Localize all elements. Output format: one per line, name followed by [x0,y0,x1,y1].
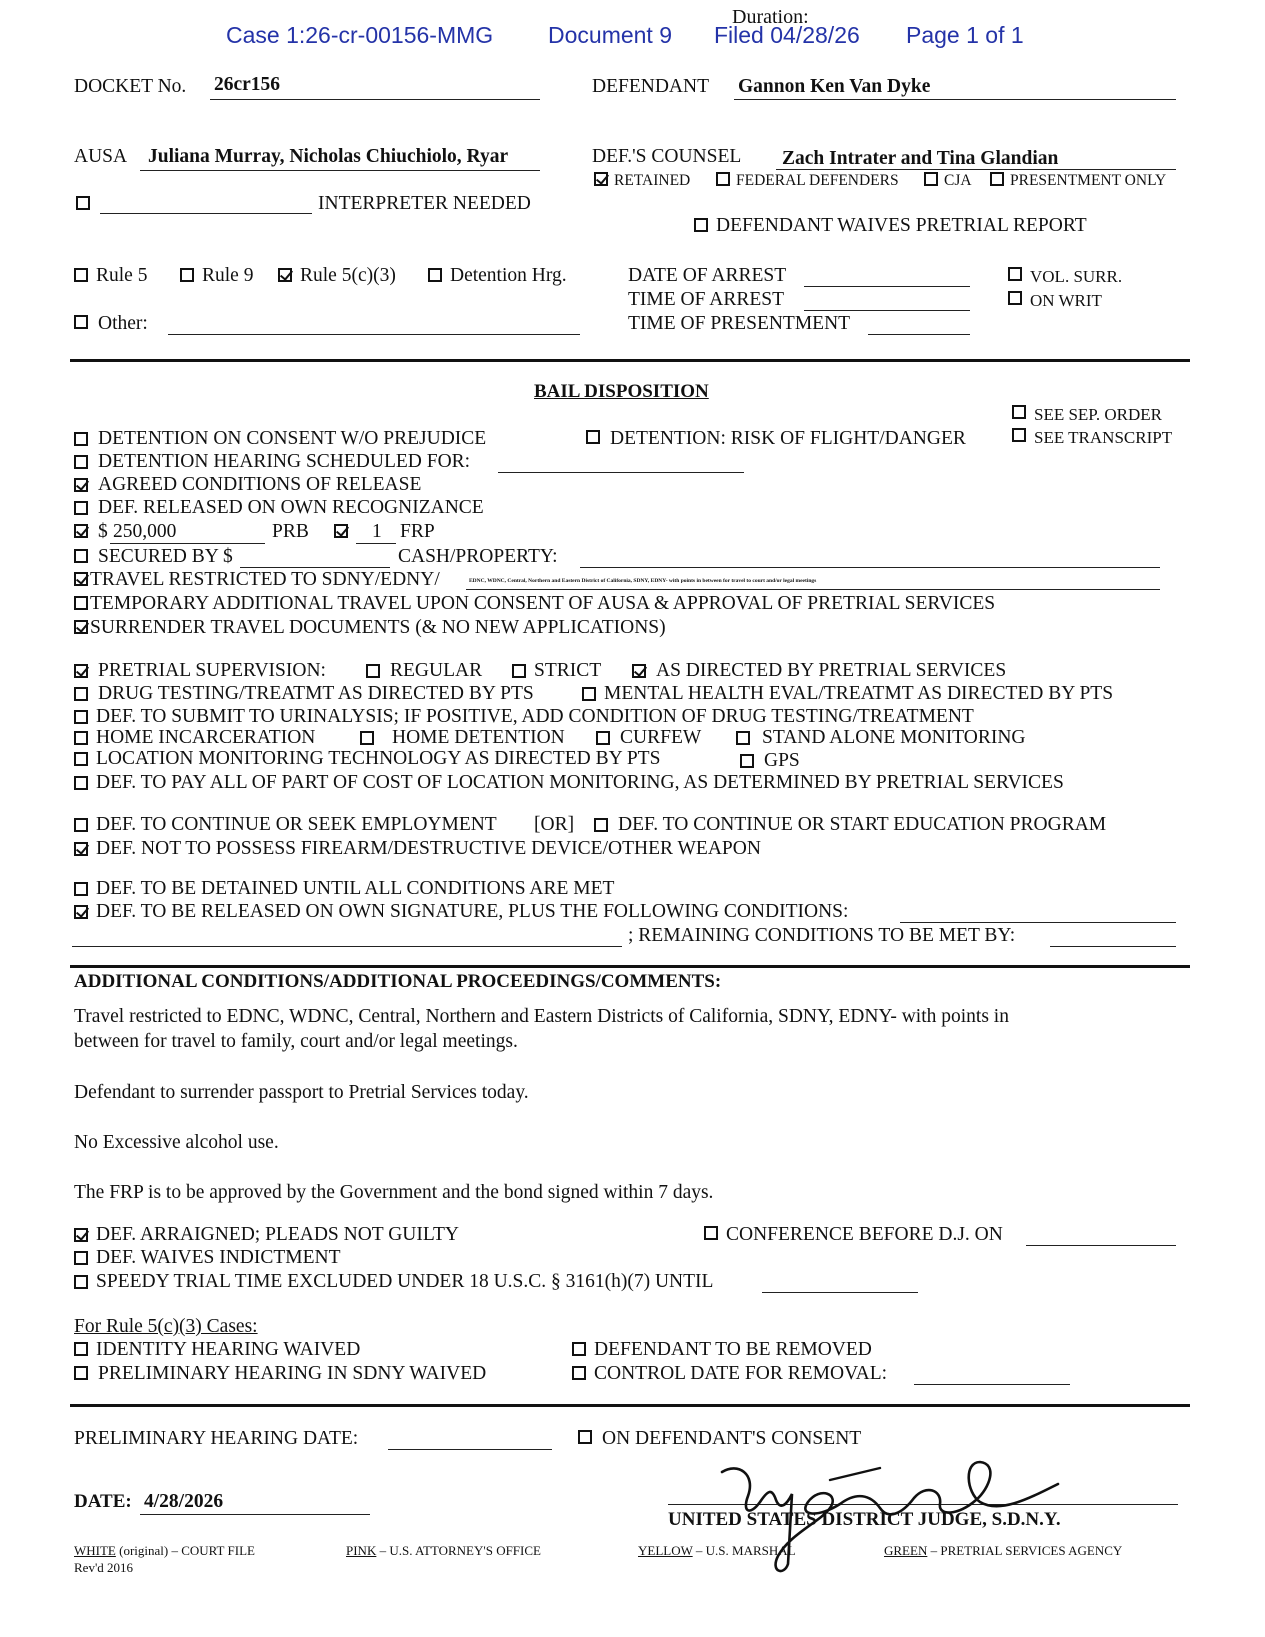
rule5c3-checkbox[interactable] [278,268,292,282]
revision-note: Rev'd 2016 [74,1560,134,1575]
document-number: Document 9 [548,22,673,48]
rule5-checkbox[interactable] [74,268,88,282]
docket-label: DOCKET No. [74,76,187,97]
conference-checkbox[interactable] [704,1226,718,1240]
urinalysis-checkbox[interactable] [74,710,88,724]
speedy-trial-label: SPEEDY TRIAL TIME EXCLUDED UNDER 18 U.S.C. § 3161(h)(7) UNTIL [96,1271,714,1292]
detention-hrg-checkbox[interactable] [428,268,442,282]
detention-risk-checkbox[interactable] [586,430,600,444]
copy-white: WHITE (original) – COURT FILE [74,1543,255,1558]
remaining-conditions-label: ; REMAINING CONDITIONS TO BE MET BY: [628,925,1016,946]
judge-title: UNITED STATES DISTRICT JUDGE, S.D.N.Y. [668,1509,1061,1530]
pretrial-supervision-checkbox[interactable] [74,664,88,678]
rule5c3-cases-title: For Rule 5(c)(3) Cases: [74,1316,258,1337]
defendant-value: Gannon Ken Van Dyke [738,76,931,97]
presentment-only-checkbox[interactable] [990,172,1004,186]
case-number: Case 1:26-cr-00156-MMG [226,22,494,48]
retained-checkbox[interactable] [594,172,608,186]
released-own-signature-checkbox[interactable] [74,905,88,919]
preliminary-waived-checkbox[interactable] [74,1366,88,1380]
prelim-date-label: PRELIMINARY HEARING DATE: [74,1428,359,1449]
waives-pretrial-checkbox[interactable] [694,218,708,232]
mental-health-label: MENTAL HEALTH EVAL/TREATMT AS DIRECTED BY PTS [604,683,1114,704]
home-detention-label: HOME DETENTION [392,727,565,748]
secured-by-checkbox[interactable] [74,549,88,563]
detention-hearing-label: DETENTION HEARING SCHEDULED FOR: [98,451,471,472]
see-transcript-label: SEE TRANSCRIPT [1034,428,1173,447]
gps-label: GPS [764,750,800,771]
interpreter-checkbox[interactable] [76,196,90,210]
control-date-checkbox[interactable] [572,1366,586,1380]
pretrial-supervision-label: PRETRIAL SUPERVISION: [98,660,326,681]
judge-signature [680,1444,1100,1584]
employment-checkbox[interactable] [74,818,88,832]
on-writ-checkbox[interactable] [1008,291,1022,305]
to-be-removed-checkbox[interactable] [572,1342,586,1356]
drug-testing-checkbox[interactable] [74,687,88,701]
ausa-value: Juliana Murray, Nicholas Chiuchiolo, Ryar [148,146,509,167]
home-incarceration-checkbox[interactable] [74,731,88,745]
presentment-only-label: PRESENTMENT ONLY [1010,172,1167,189]
firearm-label: DEF. NOT TO POSSESS FIREARM/DESTRUCTIVE DEVICE/OTHER WEAPON [96,838,761,859]
firearm-checkbox[interactable] [74,842,88,856]
comment-alcohol: No Excessive alcohol use. [74,1132,279,1153]
bail-disposition-title: BAIL DISPOSITION [534,381,709,402]
frp-checkbox[interactable] [334,524,348,538]
on-consent-label: ON DEFENDANT'S CONSENT [602,1428,862,1449]
urinalysis-label: DEF. TO SUBMIT TO URINALYSIS; IF POSITIVE, ADD CONDITION OF DRUG TESTING/TREATMENT [96,706,974,727]
comment-passport: Defendant to surrender passport to Pretrial Services today. [74,1082,529,1103]
frp-label: FRP [400,521,435,542]
date-of-arrest-label: DATE OF ARREST [628,265,787,286]
arraigned-label: DEF. ARRAIGNED; PLEADS NOT GUILTY [96,1224,459,1245]
comment-travel-line2: between for travel to family, court and/or legal meetings. [74,1031,518,1052]
duration-label: Duration: [732,6,809,28]
detained-until-label: DEF. TO BE DETAINED UNTIL ALL CONDITIONS ARE MET [96,878,615,899]
on-consent-checkbox[interactable] [578,1430,592,1444]
to-be-removed-label: DEFENDANT TO BE REMOVED [594,1339,872,1360]
own-recognizance-label: DEF. RELEASED ON OWN RECOGNIZANCE [98,497,484,518]
pay-cost-label: DEF. TO PAY ALL OF PART OF COST OF LOCATION MONITORING, AS DETERMINED BY PRETRIAL SERVICES [96,772,1064,793]
other-checkbox[interactable] [74,315,88,329]
see-transcript-checkbox[interactable] [1012,428,1026,442]
federal-defenders-checkbox[interactable] [716,172,730,186]
preliminary-waived-label: PRELIMINARY HEARING IN SDNY WAIVED [98,1363,487,1384]
surrender-docs-label: SURRENDER TRAVEL DOCUMENTS (& NO NEW APPLICATIONS) [90,617,666,638]
page-indicator: Page 1 of 1 [906,22,1024,48]
regular-checkbox[interactable] [366,664,380,678]
dollar-sign: $ [98,521,108,542]
frp-count: 1 [372,521,382,542]
bond-amount-value: 250,000 [113,521,177,542]
on-writ-label: ON WRIT [1030,291,1102,310]
vol-surr-label: VOL. SURR. [1030,267,1123,286]
additional-conditions-title: ADDITIONAL CONDITIONS/ADDITIONAL PROCEEDINGS/COMMENTS: [74,971,722,992]
detention-risk-label: DETENTION: RISK OF FLIGHT/DANGER [610,428,966,449]
or-label: [OR] [534,814,575,835]
rule9-label: Rule 9 [202,265,254,286]
travel-restricted-checkbox[interactable] [74,572,88,586]
conference-label: CONFERENCE BEFORE D.J. ON [726,1224,1003,1245]
speedy-trial-checkbox[interactable] [74,1275,88,1289]
copy-green: GREEN – PRETRIAL SERVICES AGENCY [884,1543,1123,1558]
rule5-label: Rule 5 [96,265,148,286]
date-label: DATE: [74,1491,132,1512]
gps-checkbox[interactable] [740,754,754,768]
vol-surr-checkbox[interactable] [1008,267,1022,281]
other-label: Other: [98,313,148,334]
agreed-conditions-checkbox[interactable] [74,478,88,492]
secured-by-label: SECURED BY $ [98,546,233,567]
retained-label: RETAINED [614,172,691,189]
home-detention-checkbox[interactable] [360,731,374,745]
agreed-conditions-label: AGREED CONDITIONS OF RELEASE [98,474,422,495]
time-of-presentment-label: TIME OF PRESENTMENT [628,313,851,334]
employment-label: DEF. TO CONTINUE OR SEEK EMPLOYMENT [96,814,497,835]
as-directed-checkbox[interactable] [632,664,646,678]
strict-checkbox[interactable] [512,664,526,678]
location-monitoring-label: LOCATION MONITORING TECHNOLOGY AS DIRECTED BY PTS [96,748,661,769]
copy-yellow: YELLOW – U.S. MARSHAL [638,1543,796,1558]
control-date-label: CONTROL DATE FOR REMOVAL: [594,1363,888,1384]
rule9-checkbox[interactable] [180,268,194,282]
cja-label: CJA [944,172,972,189]
section-divider [70,1404,1190,1407]
see-sep-order-checkbox[interactable] [1012,405,1026,419]
date-value: 4/28/2026 [144,1491,224,1512]
surrender-docs-checkbox[interactable] [74,620,88,634]
comment-frp: The FRP is to be approved by the Government and the bond signed within 7 days. [74,1182,714,1203]
location-monitoring-checkbox[interactable] [74,752,88,766]
counsel-value: Zach Intrater and Tina Glandian [782,148,1059,169]
section-divider [70,359,1190,362]
released-own-signature-label: DEF. TO BE RELEASED ON OWN SIGNATURE, PLUS THE FOLLOWING CONDITIONS: [96,901,849,922]
docket-value: 26cr156 [214,74,281,95]
filed-date: Filed 04/28/26 [714,22,860,48]
travel-restricted-label: TRAVEL RESTRICTED TO SDNY/EDNY/ [90,569,440,590]
regular-label: REGULAR [390,660,483,681]
drug-testing-label: DRUG TESTING/TREATMT AS DIRECTED BY PTS [98,683,534,704]
mental-health-checkbox[interactable] [582,687,596,701]
bond-amount-checkbox[interactable] [74,524,88,538]
temp-travel-label: TEMPORARY ADDITIONAL TRAVEL UPON CONSENT OF AUSA & APPROVAL OF PRETRIAL SERVICES [90,593,996,614]
as-directed-label: AS DIRECTED BY PRETRIAL SERVICES [656,660,1007,681]
rule5c3-label: Rule 5(c)(3) [300,265,396,286]
detention-hrg-label: Detention Hrg. [450,265,567,286]
own-recognizance-checkbox[interactable] [74,501,88,515]
waives-pretrial-label: DEFENDANT WAIVES PRETRIAL REPORT [716,215,1087,236]
stand-alone-label: STAND ALONE MONITORING [762,727,1026,748]
stand-alone-checkbox[interactable] [736,731,750,745]
education-label: DEF. TO CONTINUE OR START EDUCATION PROGRAM [618,814,1107,835]
section-divider [70,965,1190,968]
cja-checkbox[interactable] [924,172,938,186]
prb-label: PRB [272,521,309,542]
defendant-label: DEFENDANT [592,76,709,97]
travel-restricted-note: EDNC, WDNC, Central, Northern and Eastern District of California, SDNY, EDNY- with points in between for travel to court and/or legal meetings [469,578,817,584]
strict-label: STRICT [534,660,602,681]
cash-property-label: CASH/PROPERTY: [398,546,558,567]
federal-defenders-label: FEDERAL DEFENDERS [736,172,899,189]
interpreter-label: INTERPRETER NEEDED [318,193,531,214]
identity-waived-checkbox[interactable] [74,1342,88,1356]
detention-consent-checkbox[interactable] [74,432,88,446]
comment-travel-line1: Travel restricted to EDNC, WDNC, Central, Northern and Eastern Districts of California, SDNY, EDNY- with points in [74,1006,1009,1027]
curfew-label: CURFEW [620,727,702,748]
time-of-arrest-label: TIME OF ARREST [628,289,785,310]
home-incarceration-label: HOME INCARCERATION [96,727,316,748]
education-checkbox[interactable] [594,818,608,832]
detained-until-checkbox[interactable] [74,882,88,896]
counsel-label: DEF.'S COUNSEL [592,146,742,167]
detention-consent-label: DETENTION ON CONSENT W/O PREJUDICE [98,428,487,449]
curfew-checkbox[interactable] [596,731,610,745]
detention-hearing-checkbox[interactable] [74,455,88,469]
identity-waived-label: IDENTITY HEARING WAIVED [96,1339,361,1360]
waives-indictment-checkbox[interactable] [74,1251,88,1265]
pay-cost-checkbox[interactable] [74,776,88,790]
see-sep-order-label: SEE SEP. ORDER [1034,405,1162,424]
ausa-label: AUSA [74,146,128,167]
temp-travel-checkbox[interactable] [74,596,88,610]
arraigned-checkbox[interactable] [74,1228,88,1242]
copy-pink: PINK – U.S. ATTORNEY'S OFFICE [346,1543,541,1558]
waives-indictment-label: DEF. WAIVES INDICTMENT [96,1247,341,1268]
